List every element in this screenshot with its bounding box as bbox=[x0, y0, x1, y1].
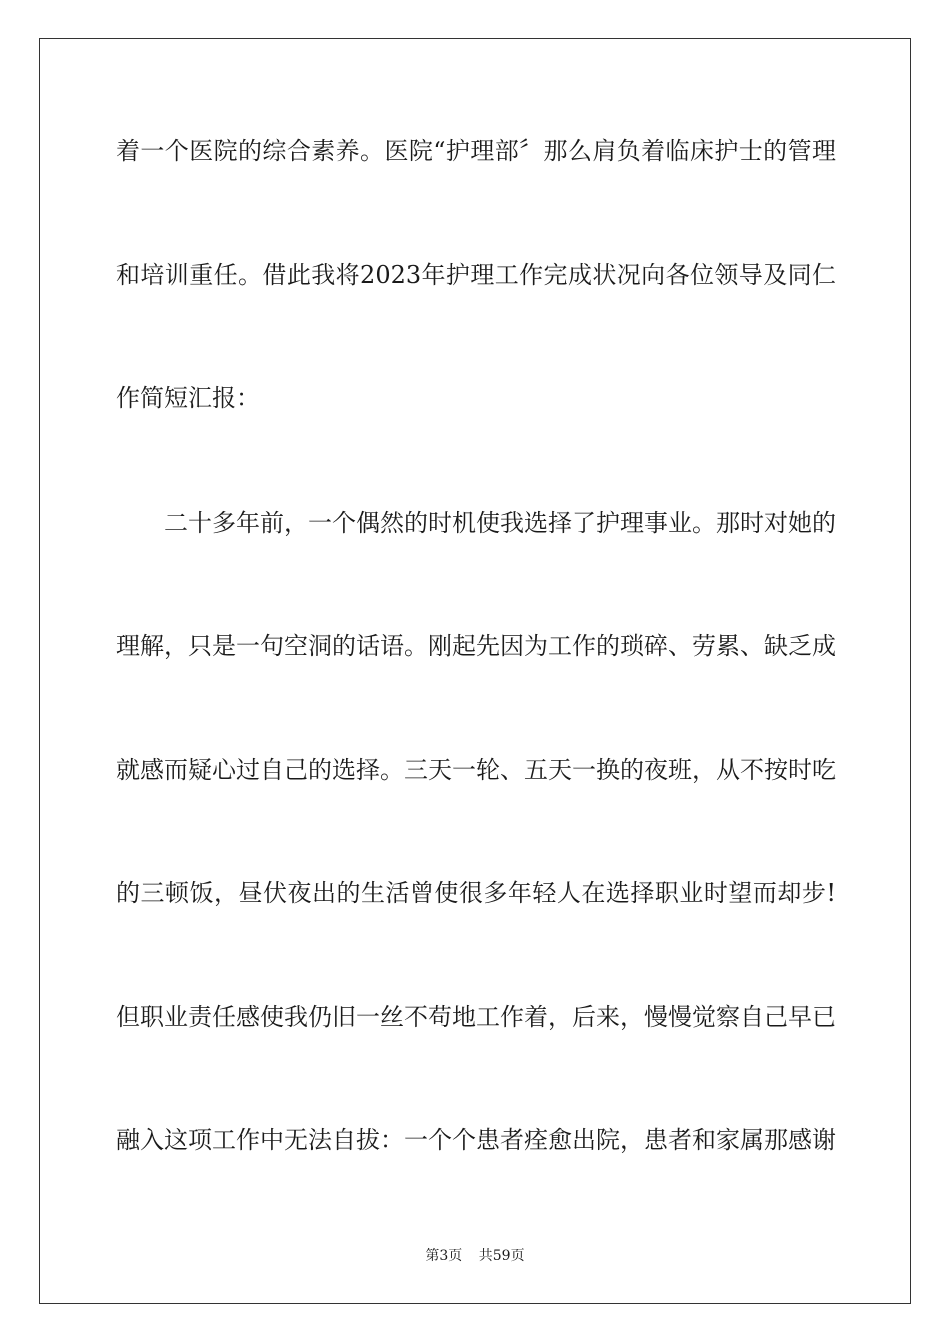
page-total: 共59页 bbox=[478, 1248, 525, 1264]
text-line-1: 着一个医院的综合素养。医院“护理部〞那么肩负着临床护士的管理 bbox=[116, 137, 836, 165]
text-line-4: 二十多年前，一个偶然的时机使我选择了护理事业。那时对她的 bbox=[164, 509, 836, 537]
text-line-6: 就感而疑心过自己的选择。三天一轮、五天一换的夜班，从不按时吃 bbox=[116, 756, 836, 784]
text-line-7: 的三顿饭，昼伏夜出的生活曾使很多年轻人在选择职业时望而却步! bbox=[116, 879, 836, 907]
page-footer bbox=[0, 1246, 950, 1266]
text-line-9: 融入这项工作中无法自拔：一个个患者痊愈出院，患者和家属那感谢 bbox=[116, 1126, 836, 1154]
text-line-8: 但职业责任感使我仍旧一丝不苟地工作着，后来，慢慢觉察自己早已 bbox=[116, 1003, 836, 1031]
text-line-3: 作简短汇报： bbox=[116, 384, 260, 412]
page-number: 第3页 bbox=[425, 1248, 463, 1264]
page-border bbox=[39, 38, 911, 1304]
text-line-2: 和培训重任。借此我将2023年护理工作完成状况向各位领导及同仁 bbox=[116, 261, 836, 289]
text-line-5: 理解，只是一句空洞的话语。刚起先因为工作的琐碎、劳累、缺乏成 bbox=[116, 632, 836, 660]
